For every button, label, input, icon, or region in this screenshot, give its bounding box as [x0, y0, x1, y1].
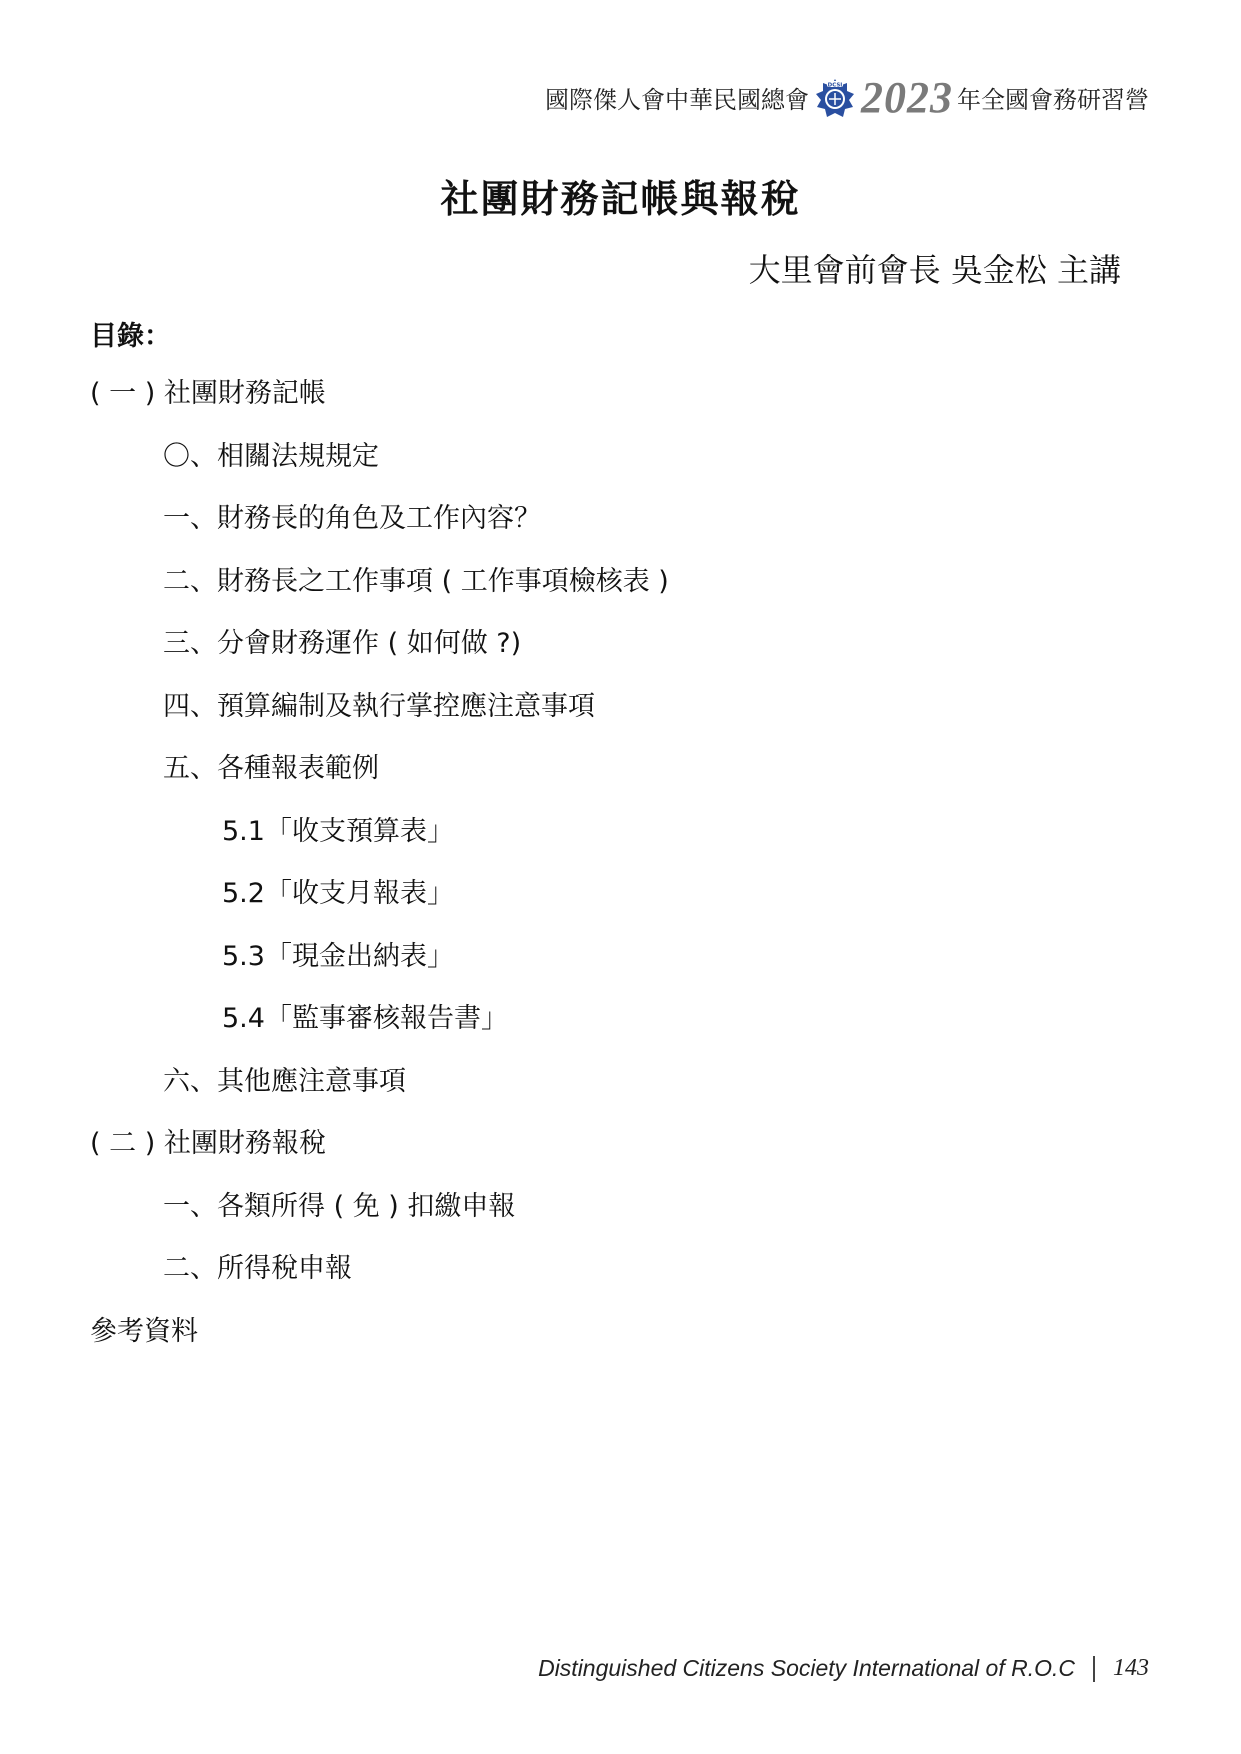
- toc-item: 二、財務長之工作事項 ( 工作事項檢核表 ): [163, 565, 669, 597]
- speaker-line: 大里會前會長 吳金松 主講: [748, 251, 1121, 289]
- dcsi-logo-icon: [815, 78, 855, 118]
- toc-item: 一、財務長的角色及工作內容？: [163, 503, 541, 534]
- toc-item: 〇、相關法規規定: [163, 440, 379, 472]
- toc-item: 四、預算編制及執行掌控應注意事項: [163, 690, 595, 722]
- page-number: 143: [1113, 1655, 1149, 1681]
- toc-item: 參考資料: [90, 1315, 198, 1347]
- toc-item: ( 二 ) 社團財務報稅: [90, 1128, 326, 1159]
- toc-item: 5.4「監事審核報告書」: [222, 1003, 508, 1034]
- document-title: 社團財務記帳與報稅: [440, 177, 801, 221]
- page-footer: [538, 1655, 1149, 1682]
- toc-item: 一、各類所得 ( 免 ) 扣繳申報: [163, 1190, 516, 1222]
- header-event: 年全國會務研習營: [957, 86, 1149, 114]
- page-header: [545, 72, 1149, 123]
- toc-item: 5.3「現金出納表」: [222, 940, 454, 972]
- svg-text:DCSI: DCSI: [827, 81, 843, 88]
- toc-item: 二、所得稅申報: [163, 1253, 352, 1284]
- toc-item: 三、分會財務運作 ( 如何做 ?): [163, 628, 522, 659]
- toc-item: 5.1「收支預算表」: [222, 815, 454, 847]
- toc-heading: 目錄：: [90, 321, 171, 352]
- table-of-contents: [0, 372, 1241, 1372]
- toc-item: 5.2「收支月報表」: [222, 878, 454, 909]
- toc-item: 六、其他應注意事項: [163, 1065, 406, 1097]
- footer-org-name: Distinguished Citizens Society International of R.O.C: [538, 1655, 1075, 1681]
- header-year: 2023: [861, 73, 953, 122]
- header-org-name: 國際傑人會中華民國總會: [545, 86, 809, 114]
- toc-item: 五、各種報表範例: [163, 753, 379, 784]
- toc-item: ( 一 ) 社團財務記帳: [90, 378, 326, 409]
- footer-separator: [1093, 1656, 1095, 1682]
